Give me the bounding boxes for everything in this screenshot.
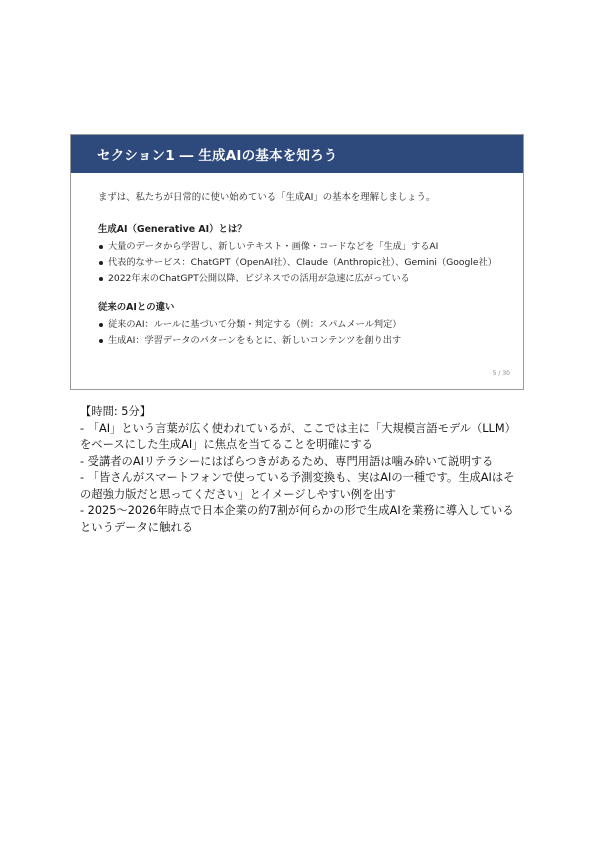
section-heading-traditional-ai: 従来のAIとの違い	[98, 302, 175, 313]
bullet-list-traditional-ai	[98, 318, 495, 347]
bullet-item: 大量のデータから学習し、新しいテキスト・画像・コードなどを「生成」するAI	[98, 240, 495, 253]
bullet-list-generative-ai	[98, 240, 495, 285]
slide	[70, 134, 524, 390]
notes-line: - 「皆さんがスマートフォンで使っている予測変換も、実はAIの一種です。生成AIはその超強力版だと思ってください」とイメージしやすい例を出す	[80, 471, 515, 501]
speaker-notes	[80, 404, 520, 536]
slide-intro: まずは、私たちが日常的に使い始めている「生成AI」の基本を理解しましょう。	[98, 192, 436, 203]
slide-body	[71, 173, 523, 347]
section-heading-generative-ai: 生成AI（Generative AI）とは？	[98, 224, 247, 235]
slide-page-number: 5 / 30	[492, 370, 510, 377]
bullet-item: 従来のAI：ルールに基づいて分類・判定する（例：スパムメール判定）	[98, 318, 495, 331]
notes-time: 【時間: 5分】	[80, 405, 152, 418]
slide-title: セクション1 ― 生成AIの基本を知ろう	[71, 135, 523, 173]
bullet-item: 2022年末のChatGPT公開以降、ビジネスでの活用が急速に広がっている	[98, 272, 495, 285]
bullet-item: 代表的なサービス：ChatGPT（OpenAI社）、Claude（Anthropic社）、Gemini（Google社）	[98, 256, 495, 269]
notes-line: - 「AI」という言葉が広く使われているが、ここでは主に「大規模言語モデル（LLM）をベースにした生成AI」に焦点を当てることを明確にする	[80, 421, 516, 451]
bullet-item: 生成AI：学習データのパターンをもとに、新しいコンテンツを創り出す	[98, 334, 495, 347]
notes-line: - 受講者のAIリテラシーにはばらつきがあるため、専門用語は噛み砕いて説明する	[80, 454, 494, 468]
notes-line: - 2025〜2026年時点で日本企業の約7割が何らかの形で生成AIを業務に導入しているというデータに触れる	[80, 504, 514, 534]
